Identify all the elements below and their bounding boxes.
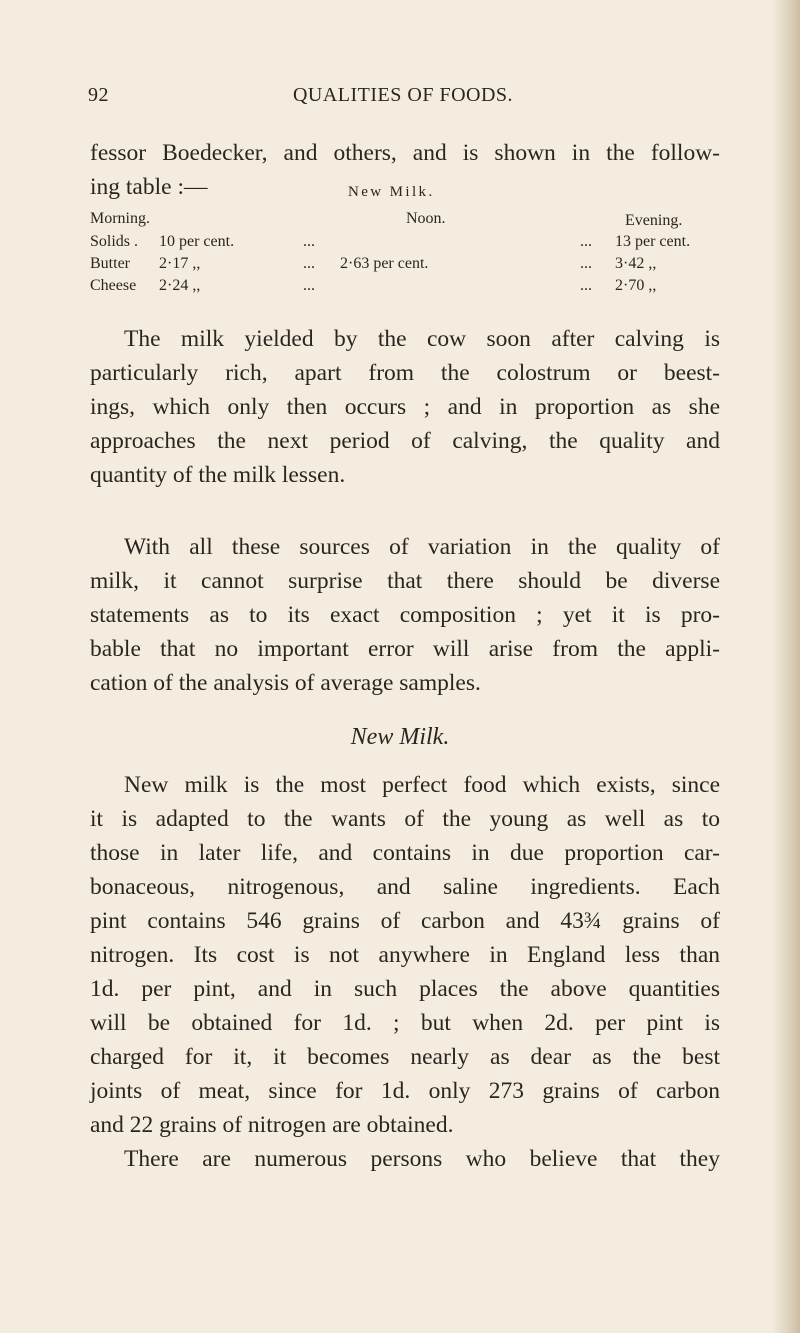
text-line: cation of the analysis of average samples. (90, 670, 481, 696)
text-line: statements as to its exact composition ; yet it is pro- (90, 602, 720, 628)
page-edge-shadow (772, 0, 800, 1333)
cell-morning: 2·24 ,, (159, 277, 201, 294)
cell-leader: ... (303, 277, 315, 294)
column-header-noon: Noon. (406, 210, 446, 227)
text-line: charged for it, it becomes nearly as dear as the best (90, 1044, 720, 1070)
running-header (88, 84, 718, 114)
running-title: QUALITIES OF FOODS. (292, 84, 514, 106)
text-line: ings, which only then occurs ; and in proportion as she (90, 394, 720, 420)
cell-leader: ... (303, 255, 315, 272)
cell-evening: 3·42 ,, (615, 255, 657, 272)
text-line: There are numerous persons who believe that they (124, 1146, 720, 1172)
text-line: nitrogen. Its cost is not anywhere in England less than (90, 942, 720, 968)
row-label: Butter (90, 255, 130, 272)
text-line: quantity of the milk lessen. (90, 462, 346, 488)
text-line: bable that no important error will arise from the appli- (90, 636, 720, 662)
section-heading: New Milk. (350, 724, 450, 750)
cell-leader: ... (580, 277, 592, 294)
text-line: approaches the next period of calving, the quality and (90, 428, 720, 454)
text-line: New milk is the most perfect food which exists, since (124, 772, 720, 798)
text-line: pint contains 546 grains of carbon and 43¾ grains of (90, 908, 720, 934)
text-line: The milk yielded by the cow soon after calving is (124, 326, 720, 352)
column-header-evening: Evening. (625, 212, 683, 229)
text-line: 1d. per pint, and in such places the above quantities (90, 976, 720, 1002)
text-line: joints of meat, since for 1d. only 273 grains of carbon (90, 1078, 720, 1104)
cell-leader: ... (580, 233, 592, 250)
table-title: New Milk. (348, 184, 435, 200)
cell-morning: 2·17 ,, (159, 255, 201, 272)
row-label: Solids . (90, 233, 139, 250)
text-line: it is adapted to the wants of the young as well as to (90, 806, 720, 832)
text-line: and 22 grains of nitrogen are obtained. (90, 1112, 454, 1138)
text-line: milk, it cannot surprise that there should be diverse (90, 568, 720, 594)
cell-leader: ... (580, 255, 592, 272)
cell-leader: ... (303, 233, 315, 250)
column-header-morning: Morning. (90, 210, 150, 227)
intro-line: ing table :— (90, 174, 208, 200)
text-line: particularly rich, apart from the colostrum or beest- (90, 360, 720, 386)
cell-evening: 13 per cent. (615, 233, 691, 250)
text-line: will be obtained for 1d. ; but when 2d. per pint is (90, 1010, 720, 1036)
text-line: With all these sources of variation in the quality of (124, 534, 720, 560)
intro-line: fessor Boedecker, and others, and is shown in the follow- (90, 140, 720, 166)
text-line: bonaceous, nitrogenous, and saline ingredients. Each (90, 874, 720, 900)
page-number: 92 (88, 84, 109, 106)
cell-evening: 2·70 ,, (615, 277, 657, 294)
text-line: those in later life, and contains in due proportion car- (90, 840, 720, 866)
cell-noon: 2·63 per cent. (340, 255, 429, 272)
row-label: Cheese (90, 277, 137, 294)
cell-morning: 10 per cent. (159, 233, 235, 250)
